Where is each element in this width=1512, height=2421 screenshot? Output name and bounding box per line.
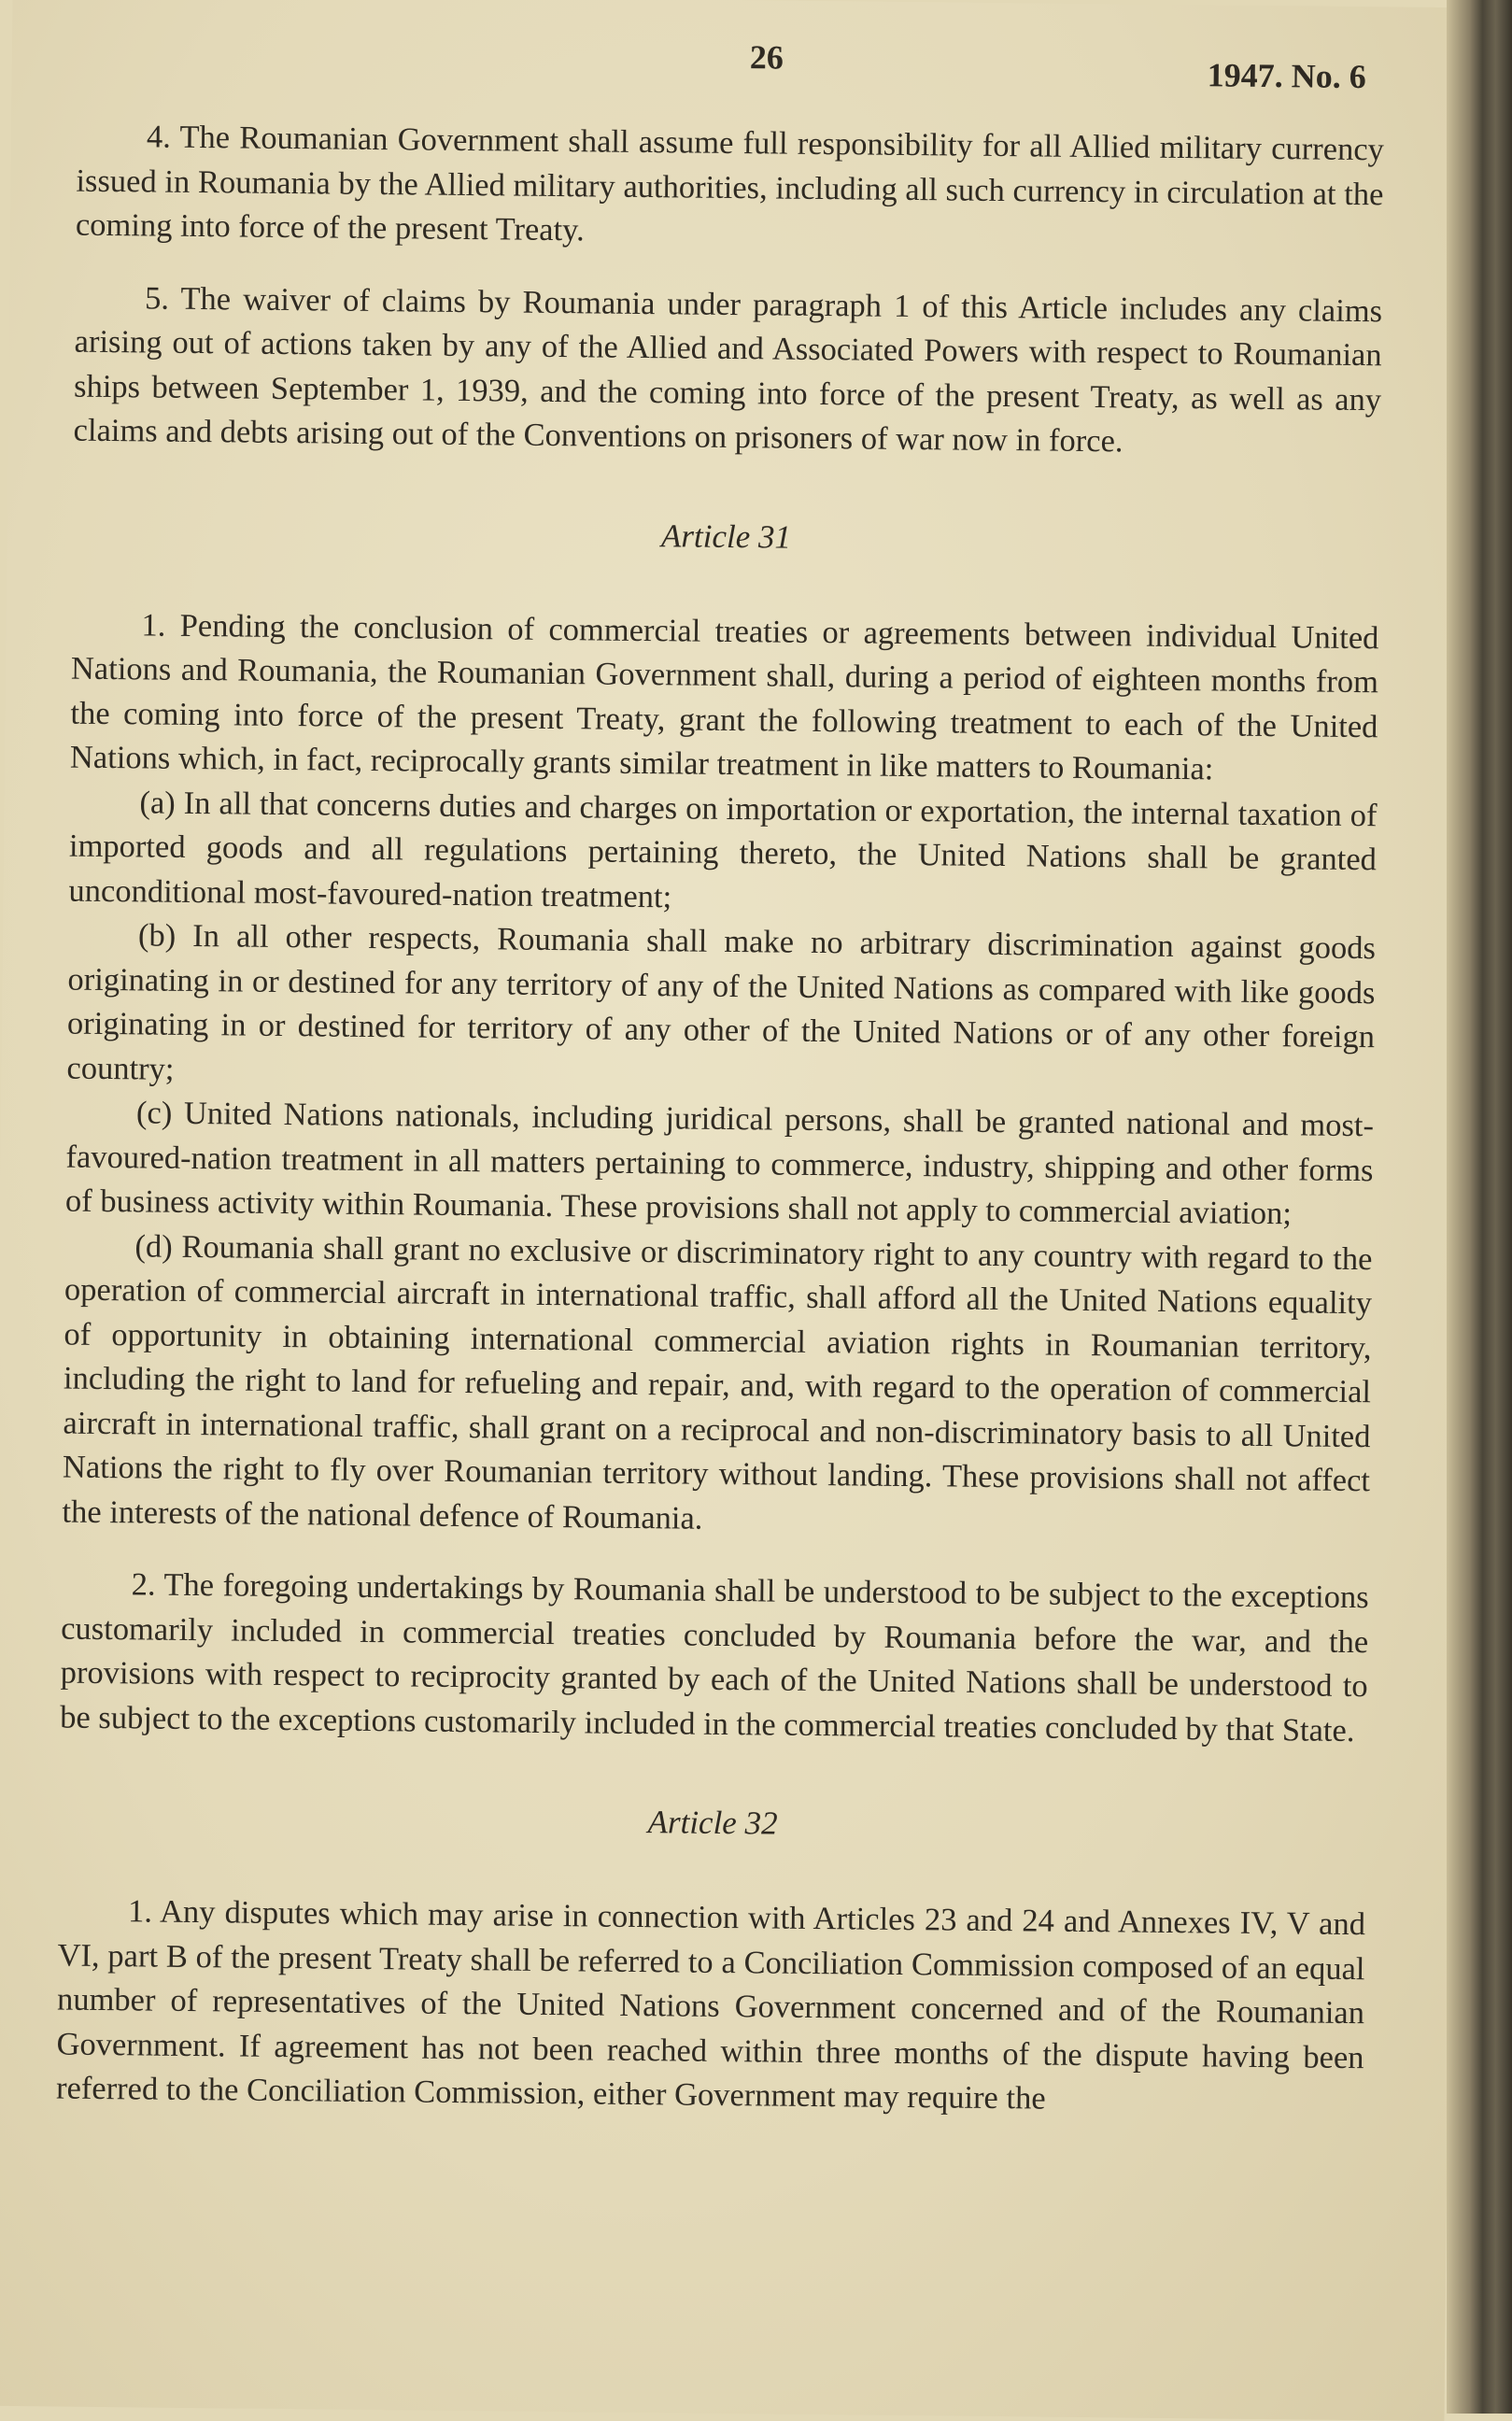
paragraph-5: 5. The waiver of claims by Roumania under paragraph 1 of this Article includes any claims arising out of actions taken by any of the Allied and Associated Powers with respect to Roumanian ships between September 1, 1939, and the coming into force of the present Treaty, as well as any claims and debts arising out of the Conventions on prisoners of war now in force. bbox=[73, 279, 1383, 460]
year-number-label: 1947. No. 6 bbox=[1207, 56, 1366, 96]
article-32-heading: Article 32 bbox=[647, 1804, 778, 1842]
page-header bbox=[77, 31, 1385, 129]
article-31-heading: Article 31 bbox=[660, 517, 792, 556]
article-31-item-a: (a) In all that concerns duties and charges on importation or exportation, the internal taxation of imported goods and all regulations pertaining thereto, the United Nations shall be granted unconditional most-favoured-nation treatment; bbox=[68, 784, 1378, 914]
paragraph-4: 4. The Roumanian Government shall assume full responsibility for all Allied military currency issued in Roumania by the Allied military authorities, including all such currency in circulation at the coming into force of the present Treaty. bbox=[75, 119, 1385, 248]
article-31-item-c: (c) United Nations nationals, including juridical persons, shall be granted national and most-favoured-nation treatment in all matters pertaining to commerce, industry, shipping and other forms of business activity within Roumania. These provisions shall not apply to commercial aviation; bbox=[64, 1095, 1375, 1232]
article-31-paragraph-1: 1. Pending the conclusion of commercial treaties or agreements between individual United Nations and Roumania, the Roumanian Government shall, during a period of eighteen months from the coming into force of the present Treaty, grant the following treatment to each of the United Nations which, in fact, reciprocally grants similar treatment in like matters to Roumania: bbox=[69, 606, 1379, 787]
page-number: 26 bbox=[749, 38, 784, 77]
article-31-paragraph-2: 2. The foregoing undertakings by Roumania shall be understood to be subject to the exceptions customarily included in commercial treaties concluded by Roumania before the war, and the provisions with respect to reciprocity granted by each of the United Nations shall be understood to be subject to the exceptions customarily included in the commercial treaties concluded by that State. bbox=[60, 1566, 1369, 1748]
article-31-item-b: (b) In all other respects, Roumania shall make no arbitrary discrimination against goods originating in or destined for any territory of any of the United Nations as compared with like goods originating in or destined for territory of any other of the United Nations or of any other foreign country; bbox=[66, 917, 1377, 1087]
book-spine bbox=[1447, 0, 1512, 2414]
article-32-paragraph-1: 1. Any disputes which may arise in connection with Articles 23 and 24 and Annexes IV, V and VI, part B of the present Treaty shall be referred to a Conciliation Commission composed of an equal number of representatives of the United Nations Government concerned and of the Roumanian Government. If agreement has not been reached within three months of the dispute having been referred to the Conciliation Commission, either Government may require the bbox=[55, 1893, 1366, 2117]
article-31-item-d: (d) Roumania shall grant no exclusive or discriminatory right to any country with regard to the operation of commercial aircraft in international traffic, shall afford all the United Nations equality of opportunity in obtaining international commercial aviation rights in Roumanian territory, including the right to land for refueling and repair, and, with regard to the operation of commercial aircraft in international traffic, shall grant on a reciprocal and non-discriminatory basis to all United Nations the right to fly over Roumanian territory without landing. These provisions shall not affect the interests of the national defence of Roumania. bbox=[62, 1227, 1373, 1536]
